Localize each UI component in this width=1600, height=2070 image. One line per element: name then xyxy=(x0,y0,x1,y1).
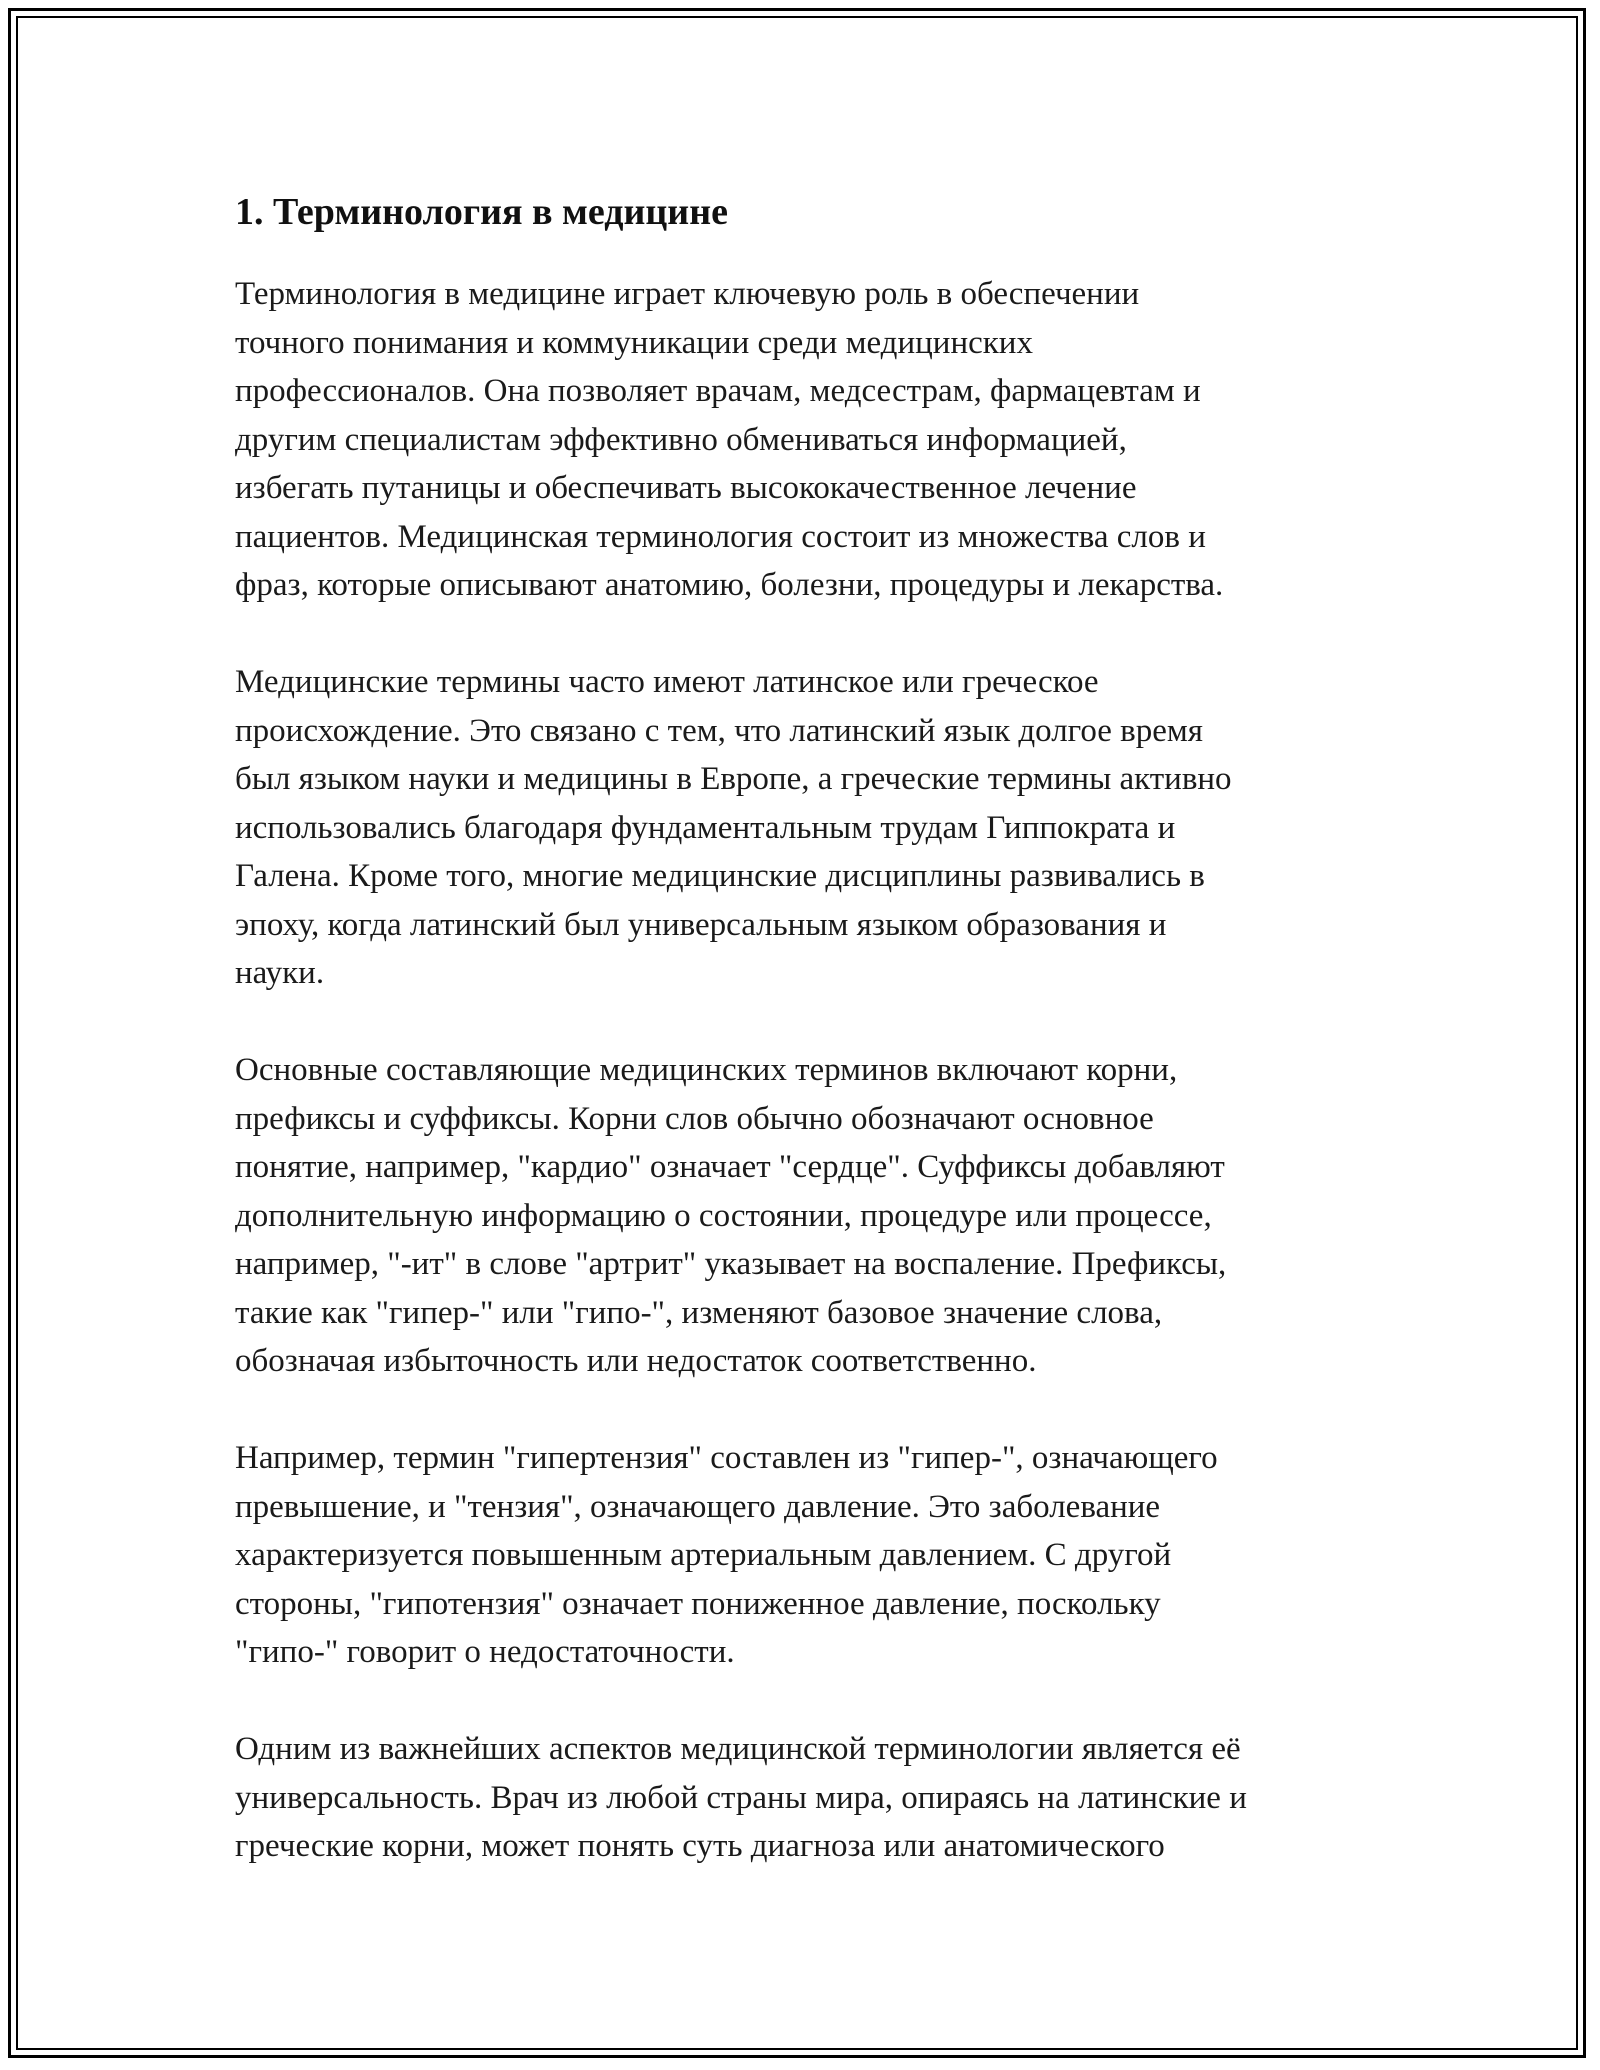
paragraph-example: Например, термин "гипертензия" составлен из "гипер-", означающего превышение, и "тензия", означающего давление. Это заболевание характеризуется повышенным артериальным давлением. С другой стороны, "гипотензия" означает пониженное давление, поскольку "гипо-" говорит о недостаточности. xyxy=(235,1440,1218,1670)
paragraph-universality: Одним из важнейших аспектов медицинской терминологии является её универсальность. Врач из любой страны мира, опираясь на латинские и греческие корни, может понять суть диагноза или анатомического xyxy=(235,1731,1247,1864)
paragraph-components: Основные составляющие медицинских терминов включают корни, префиксы и суффиксы. Корни слов обычно обозначают основное понятие, например, "кардио" означает "сердце". Суффиксы добавляют дополнительную информацию о состоянии, процедуре или процессе, например, "-ит" в слове "артрит" указывает на воспаление. Префиксы, такие как "гипер-" или "гипо-", изменяют базовое значение слова, обозначая избыточность или недостаток соответственно. xyxy=(235,1052,1227,1379)
paragraph-intro: Терминология в медицине играет ключевую роль в обеспечении точного понимания и коммуникации среди медицинских профессионалов. Она позволяет врачам, медсестрам, фармацевтам и другим специалистам эффективно обмениваться информацией, избегать путаницы и обеспечивать высококачественное лечение пациентов. Медицинская терминология состоит из множества слов и фраз, которые описывают анатомию, болезни, процедуры и лекарства. xyxy=(235,276,1224,603)
section-heading: 1. Терминология в медицине xyxy=(235,191,728,233)
paragraph-origins: Медицинские термины часто имеют латинское или греческое происхождение. Это связано с тем, что латинский язык долгое время был языком науки и медицины в Европе, а греческие термины активно использовались благодаря фундаментальным трудам Гиппократа и Галена. Кроме того, многие медицинские дисциплины развивались в эпоху, когда латинский был универсальным языком образования и науки. xyxy=(235,664,1232,991)
document-body xyxy=(235,188,1370,1919)
